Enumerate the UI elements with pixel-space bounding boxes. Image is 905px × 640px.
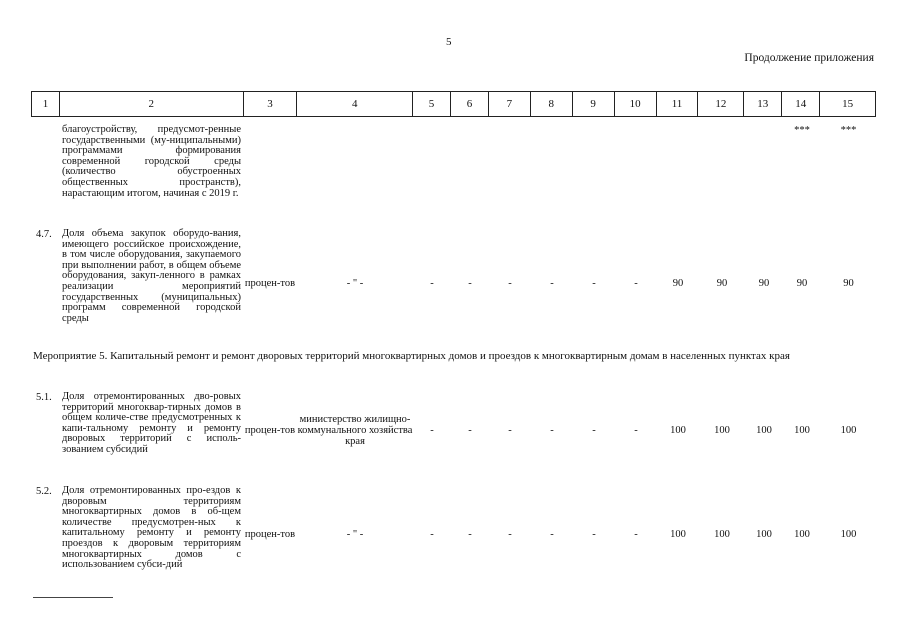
row-value: 100 bbox=[714, 528, 730, 540]
table-row bbox=[31, 125, 876, 215]
row-value: - bbox=[508, 424, 512, 436]
row-number: 4.7. bbox=[36, 229, 52, 240]
row-value: - bbox=[468, 277, 472, 289]
row-number: 5.2. bbox=[36, 486, 52, 497]
row-value: - bbox=[468, 528, 472, 540]
row-value: - bbox=[430, 528, 434, 540]
header-cell: 1 bbox=[32, 92, 60, 116]
header-cell: 5 bbox=[413, 92, 451, 116]
header-cell: 12 bbox=[698, 92, 744, 116]
row-description: Доля отремонтированных про-ездов к дворовым территориям многоквартирных домов в об-щем количестве предусмотрен-ных к капитальному ремонту и ремонту проездов к дворовым территориям многоквартирных домов с использованием субси-дий bbox=[62, 485, 241, 571]
row-number: 5.1. bbox=[36, 392, 52, 403]
page-number: 5 bbox=[446, 36, 452, 48]
header-cell: 8 bbox=[531, 92, 573, 116]
row-value: - bbox=[592, 424, 596, 436]
header-cell: 13 bbox=[744, 92, 782, 116]
row-unit: процен-тов bbox=[244, 528, 296, 540]
row-unit: процен-тов bbox=[244, 277, 296, 289]
footnote-divider bbox=[33, 597, 113, 598]
row-value: - bbox=[430, 277, 434, 289]
row-value: 90 bbox=[716, 277, 728, 289]
event-heading: Мероприятие 5. Капитальный ремонт и ремонт дворовых территорий многоквартирных домов и проездов к многоквартирным домам в населенных пунктах края bbox=[33, 350, 790, 362]
row-value: 90 bbox=[758, 277, 770, 289]
table-row bbox=[31, 229, 876, 337]
row-value: - bbox=[508, 528, 512, 540]
row-value: 90 bbox=[672, 277, 684, 289]
header-cell: 14 bbox=[782, 92, 820, 116]
row-unit: процен-тов bbox=[244, 424, 296, 436]
row-value: - bbox=[550, 277, 554, 289]
header-cell: 9 bbox=[573, 92, 615, 116]
row-value: 100 bbox=[840, 424, 857, 436]
header-cell: 15 bbox=[842, 98, 854, 110]
header-cell: 11 bbox=[657, 92, 699, 116]
row-value: - bbox=[592, 277, 596, 289]
row-value: 100 bbox=[714, 424, 730, 436]
row-value: 90 bbox=[843, 277, 854, 289]
row-value: - bbox=[508, 277, 512, 289]
row-value: 100 bbox=[794, 424, 810, 436]
row-value: *** bbox=[840, 125, 857, 136]
header-cell: 2 bbox=[60, 92, 244, 116]
row-value: *** bbox=[794, 125, 810, 136]
row-value: 100 bbox=[756, 424, 772, 436]
continuation-label: Продолжение приложения bbox=[744, 52, 874, 64]
header-cell: 10 bbox=[615, 92, 657, 116]
row-value: - bbox=[634, 424, 638, 436]
row-value: - bbox=[550, 424, 554, 436]
row-responsible: министерство жилищно-коммунального хозяйства края bbox=[297, 413, 413, 447]
table-row bbox=[31, 486, 876, 582]
row-value: - bbox=[634, 528, 638, 540]
row-value: - bbox=[550, 528, 554, 540]
row-description: Доля объема закупок оборудо-вания, имеющего российское происхождение, в том числе оборудования, закупаемого при выполнении работ, в общем объеме оборудования, закуп-ленного в рамках реализации мероприятий государственных (муниципальных) программ современной городской среды bbox=[62, 228, 241, 324]
row-description: благоустройству, предусмот-ренные государственными (му-ниципальными) программами формирования современной городской среды (количество обустроенных общественных пространств), нарастающим итогом, начиная с 2019 г. bbox=[62, 124, 241, 199]
table-header bbox=[31, 91, 876, 117]
table-row bbox=[31, 392, 876, 468]
header-cell: 3 bbox=[244, 92, 298, 116]
row-value: 100 bbox=[840, 528, 857, 540]
row-description: Доля отремонтированных дво-ровых территорий многоквар-тирных домов в общем количе-стве предусмотренных к капи-тальному ремонту и ремонту дворовых территорий с исполь-зованием субсидий bbox=[62, 391, 241, 455]
row-responsible: - " - bbox=[346, 277, 364, 289]
row-value: - bbox=[468, 424, 472, 436]
row-value: 100 bbox=[670, 528, 686, 540]
row-value: - bbox=[430, 424, 434, 436]
row-value: - bbox=[592, 528, 596, 540]
row-value: 100 bbox=[794, 528, 810, 540]
row-responsible: - " - bbox=[346, 528, 364, 540]
header-cell: 7 bbox=[489, 92, 531, 116]
row-value: - bbox=[634, 277, 638, 289]
header-cell: 6 bbox=[451, 92, 489, 116]
row-value: 90 bbox=[796, 277, 808, 289]
row-value: 100 bbox=[756, 528, 772, 540]
header-cell: 4 bbox=[297, 92, 413, 116]
row-value: 100 bbox=[670, 424, 686, 436]
